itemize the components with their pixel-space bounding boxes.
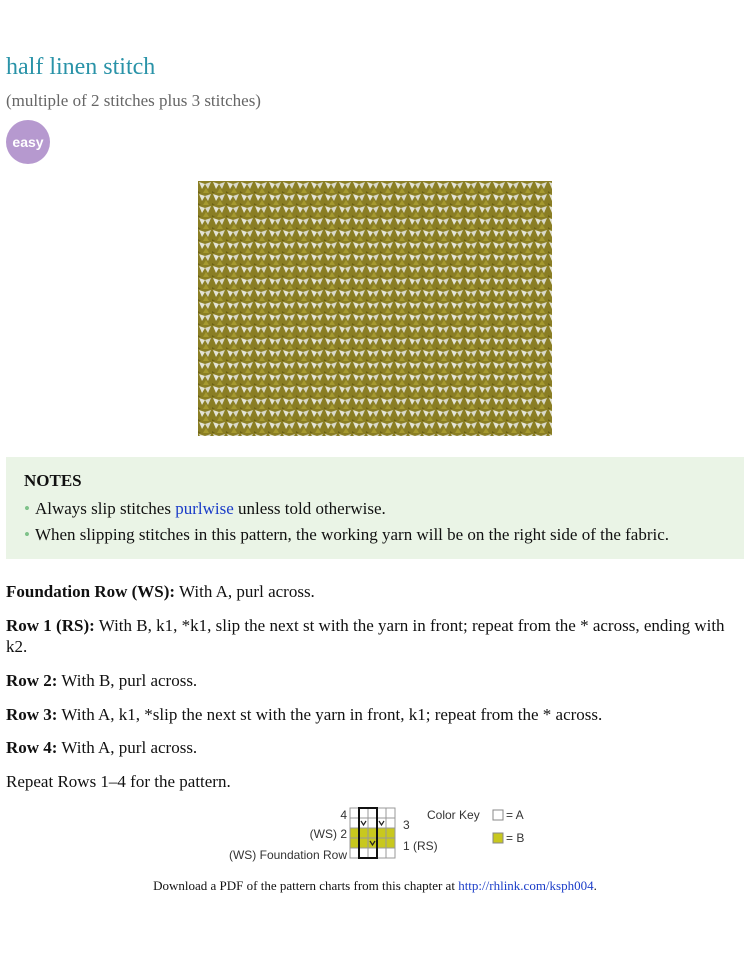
chart-grid xyxy=(350,808,395,858)
chart-row-label-2: (WS) 2 xyxy=(309,827,347,841)
repeat-note: Repeat Rows 1–4 for the pattern. xyxy=(6,772,231,791)
note-text: unless told otherwise. xyxy=(233,499,386,518)
color-key-a: = A xyxy=(506,808,524,822)
row-label: Row 4: xyxy=(6,738,58,757)
page-subtitle: (multiple of 2 stitches plus 3 stitches) xyxy=(6,91,261,110)
footer-text: Download a PDF of the pattern charts from this chapter at xyxy=(153,878,459,893)
row-text: With B, purl across. xyxy=(57,671,198,690)
chart-row-label-1: 1 (RS) xyxy=(403,839,438,853)
stitch-chart xyxy=(222,805,532,865)
chart-row-label-foundation: (WS) Foundation Row xyxy=(228,848,347,862)
download-note xyxy=(0,878,750,894)
row-text: With A, purl across. xyxy=(175,582,315,601)
instruction-row xyxy=(6,704,741,725)
row-label: Foundation Row (WS): xyxy=(6,582,176,601)
note-text: Always slip stitches xyxy=(34,499,176,518)
row-label: Row 3: xyxy=(6,705,58,724)
color-key-b: = B xyxy=(506,831,525,845)
color-key-swatch-b xyxy=(493,833,503,843)
footer-end: . xyxy=(593,878,597,893)
row-text: With B, k1, *k1, slip the next st with the yarn in front; repeat from the * across, ending with k2. xyxy=(6,616,725,656)
color-key-title: Color Key xyxy=(427,808,480,822)
notes-heading: NOTES xyxy=(24,471,82,490)
instruction-row xyxy=(6,737,741,758)
instruction-row xyxy=(6,670,741,691)
bullet-icon: • xyxy=(24,499,30,518)
page-title: half linen stitch xyxy=(6,54,156,80)
chart-row-label-3: 3 xyxy=(403,818,410,832)
notes-box xyxy=(6,457,744,559)
row-text: With A, k1, *slip the next st with the yarn in front, k1; repeat from the * across. xyxy=(57,705,603,724)
row-label: Row 1 (RS): xyxy=(6,616,95,635)
note-item xyxy=(24,499,386,519)
row-label: Row 2: xyxy=(6,671,58,690)
knit-swatch-photo xyxy=(198,181,552,436)
download-link[interactable]: http://rhlink.com/ksph004 xyxy=(458,878,594,893)
instruction-row xyxy=(6,581,741,602)
note-text: When slipping stitches in this pattern, the working yarn will be on the right side of the fabric. xyxy=(34,525,670,544)
color-key-swatch-a xyxy=(493,810,503,820)
purlwise-link[interactable]: purlwise xyxy=(175,499,234,518)
note-item xyxy=(24,525,669,545)
chart-row-label-4: 4 xyxy=(340,808,347,822)
bullet-icon: • xyxy=(24,525,30,544)
instruction-row xyxy=(6,615,741,657)
row-text: With A, purl across. xyxy=(57,738,198,757)
difficulty-badge: easy xyxy=(6,120,50,164)
